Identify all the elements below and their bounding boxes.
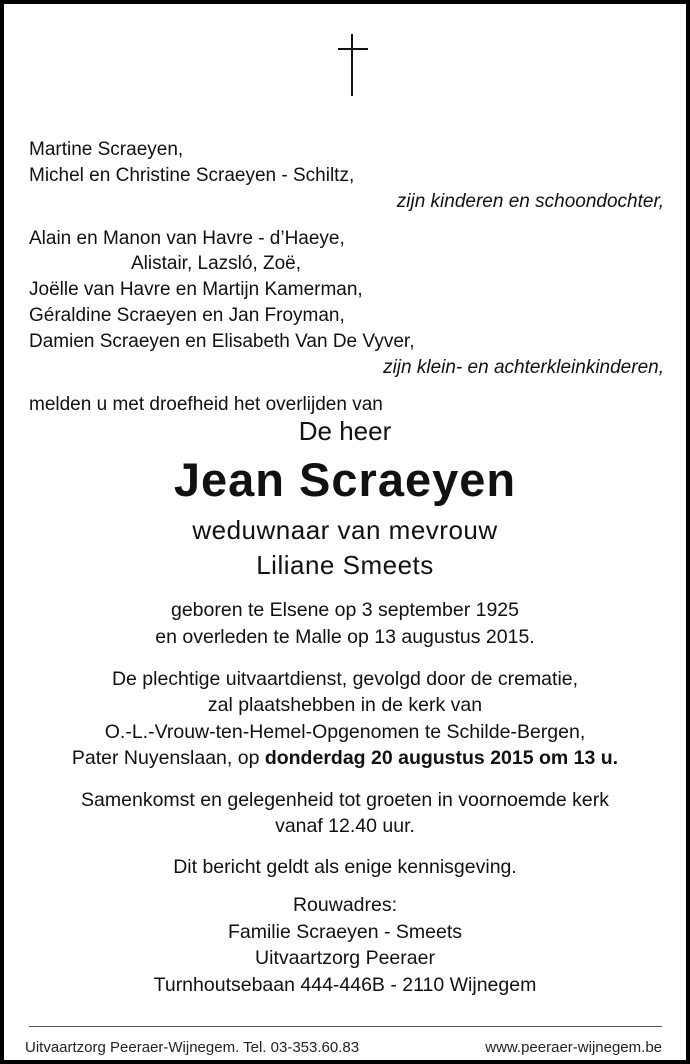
footer-website[interactable]: www.peeraer-wijnegem.be [485,1039,662,1056]
address-line: Uitvaartzorg Peeraer [255,947,435,969]
grandchild-line: Joëlle van Havre en Martijn Kamerman, [29,279,363,300]
footer-contact: Uitvaartzorg Peeraer-Wijnegem. Tel. 03-353.60.83 [25,1039,360,1056]
address-label: Rouwadres: [292,894,398,916]
announcement: melden u met droefheid het overlijden van [29,394,383,415]
cross-icon [338,34,368,96]
honorific: De heer [298,416,392,446]
footer-divider [29,1026,662,1027]
service-line: zal plaatshebben in de kerk van [207,694,483,716]
child-line: Martine Scraeyen, [29,139,184,160]
gathering-line: Samenkomst en gelegenheid tot groeten in voornoemde kerk [81,789,609,811]
child-line: Michel en Christine Scraeyen - Schiltz, [29,165,355,186]
grandchild-line: Géraldine Scraeyen en Jan Froyman, [29,305,345,326]
grandchild-line: Damien Scraeyen en Elisabeth Van De Vyver, [29,331,415,352]
service-line: De plechtige uitvaartdienst, gevolgd door de crematie, [111,668,579,690]
spouse-name: Liliane Smeets [256,550,434,580]
service-location: Pater Nuyenslaan, op [71,747,265,769]
service-line [4,746,686,770]
grandchild-line: Alain en Manon van Havre - d’Haeye, [29,228,345,249]
birth-line: geboren te Elsene op 3 september 1925 [170,599,519,621]
children-role: zijn kinderen en schoondochter, [396,191,664,212]
service-date: donderdag 20 augustus 2015 om 13 u. [264,747,619,769]
notice-line: Dit bericht geldt als enige kennisgeving. [173,856,517,878]
death-line: en overleden te Malle op 13 augustus 2015. [155,626,535,648]
address-line: Turnhoutsebaan 444-446B - 2110 Wijnegem [153,974,537,996]
grandchildren-role: zijn klein- en achterkleinkinderen, [383,357,664,378]
death-notice [4,4,686,1060]
widower-line: weduwnaar van mevrouw [192,515,498,545]
service-line: O.-L.-Vrouw-ten-Hemel-Opgenomen te Schilde-Bergen, [104,721,586,743]
deceased-name: Jean Scraeyen [173,453,517,506]
grandchild-line: Alistair, Lazsló, Zoë, [131,253,302,274]
address-line: Familie Scraeyen - Smeets [227,921,463,943]
gathering-line: vanaf 12.40 uur. [275,815,415,837]
